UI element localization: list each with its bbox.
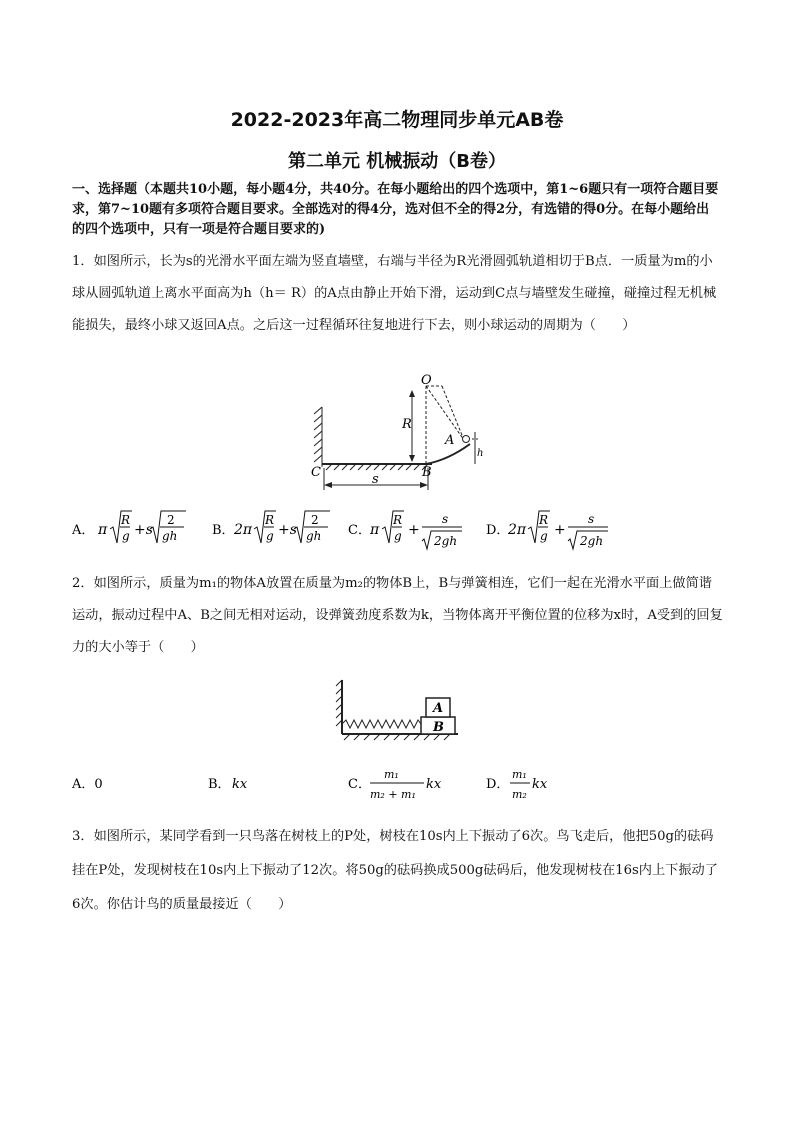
svg-text:m₂: m₂ (512, 788, 527, 801)
svg-text:+: + (554, 522, 566, 538)
svg-text:g: g (122, 529, 130, 543)
svg-text:C．: C． (348, 777, 371, 792)
question-1-text: 1．如图所示，长为s的光滑水平面左端为竖直墙壁，右端与半径为R光滑圆弧轨道相切于B点．一质量为m的小球从圆弧轨道上离水平面高为h（h＝ R）的A点由静止开始下滑，运动到C点与墙壁发生碰撞，碰撞过程无机械能损失，最终小球又返回A点。之后这一过程循环往复地进行下去，则小球运动的周期为（ ） (72, 254, 717, 333)
svg-text:m₂ + m₁: m₂ + m₁ (370, 788, 416, 801)
svg-text:B．: B． (208, 777, 231, 792)
svg-text:A．0: A．0 (72, 777, 103, 792)
label-b: B (433, 720, 444, 735)
svg-text:R: R (121, 513, 131, 527)
option-b[interactable] (208, 777, 248, 792)
svg-text:2π: 2π (234, 522, 253, 538)
svg-text:+s: +s (134, 522, 153, 538)
label-c: C (311, 465, 321, 480)
svg-text:kx: kx (426, 777, 442, 792)
question-1-figure (308, 372, 488, 494)
svg-text:s: s (442, 512, 449, 526)
svg-text:g: g (394, 529, 402, 543)
question-2-options (72, 762, 592, 808)
svg-text:D．: D． (486, 777, 510, 792)
svg-text:2π: 2π (508, 522, 527, 538)
option-c[interactable] (348, 511, 462, 549)
svg-text:2gh: 2gh (434, 534, 458, 548)
ball (463, 436, 470, 443)
svg-text:A．: A． (72, 523, 95, 538)
label-b: B (422, 465, 432, 480)
section-heading: 一、选择题（本题共10小题，每小题4分，共40分。在每小题给出的四个选项中，第1~6题只有一项符合题目要求，第7~10题有多项符合题目要求。全部选对的得4分，选对但不全的得2分，有选错的得0分。在每小题给出的四个选项中，只有一项是符合题目要求的) (72, 182, 719, 237)
svg-text:gh: gh (306, 529, 322, 543)
label-a: A (445, 433, 455, 448)
svg-text:D．: D． (486, 523, 510, 538)
svg-text:m₁: m₁ (384, 768, 399, 781)
page-title: 2022-2023年高二物理同步单元AB卷 (230, 109, 564, 131)
svg-text:kx: kx (532, 777, 548, 792)
question-2-text: 2．如图所示，质量为m₁的物体A放置在质量为m₂的物体B上，B与弹簧相连，它们一起在光滑水平面上做简谐运动，振动过程中A、B之间无相对运动，设弹簧劲度系数为k，当物体离开平衡位置的位移为x时，A受到的回复力的大小等于（ ） (72, 576, 723, 655)
svg-text:2: 2 (311, 513, 319, 527)
option-d[interactable] (486, 768, 548, 801)
svg-text:R: R (539, 513, 549, 527)
question-2-figure (334, 676, 464, 742)
label-h: h (477, 448, 484, 459)
option-a[interactable] (72, 511, 186, 543)
svg-text:s: s (588, 512, 595, 526)
svg-text:C．: C． (348, 523, 371, 538)
svg-text:R: R (393, 513, 403, 527)
option-b[interactable] (212, 511, 330, 543)
svg-text:kx: kx (232, 777, 248, 792)
svg-text:π: π (98, 522, 108, 538)
svg-text:R: R (265, 513, 275, 527)
svg-text:2gh: 2gh (580, 534, 604, 548)
option-a[interactable] (72, 777, 103, 792)
svg-text:gh: gh (162, 529, 178, 543)
label-o: O (421, 373, 432, 388)
page-subtitle: 第二单元 机械振动（B卷） (288, 151, 506, 172)
svg-text:2: 2 (167, 513, 175, 527)
option-d[interactable] (486, 511, 608, 549)
label-s: s (372, 472, 379, 487)
question-1-options (72, 505, 632, 555)
option-c[interactable] (348, 768, 442, 801)
svg-text:B．: B． (212, 523, 235, 538)
label-a: A (433, 701, 444, 716)
svg-text:g: g (540, 529, 548, 543)
svg-text:m₁: m₁ (512, 768, 527, 781)
svg-text:g: g (266, 529, 274, 543)
question-3-text: 3．如图所示，某同学看到一只鸟落在树枝上的P处，树枝在10s内上下振动了6次。鸟飞走后，他把50g的砝码挂在P处，发现树枝在10s内上下振动了12次。将50g的砝码换成500g砝码后，他发现树枝在16s内上下振动了6次。你估计鸟的质量最接近（ ） (72, 829, 718, 912)
svg-text:π: π (370, 522, 380, 538)
svg-text:+s: +s (278, 522, 297, 538)
label-r: R (402, 417, 412, 432)
spring (342, 720, 421, 728)
svg-text:+: + (408, 522, 420, 538)
